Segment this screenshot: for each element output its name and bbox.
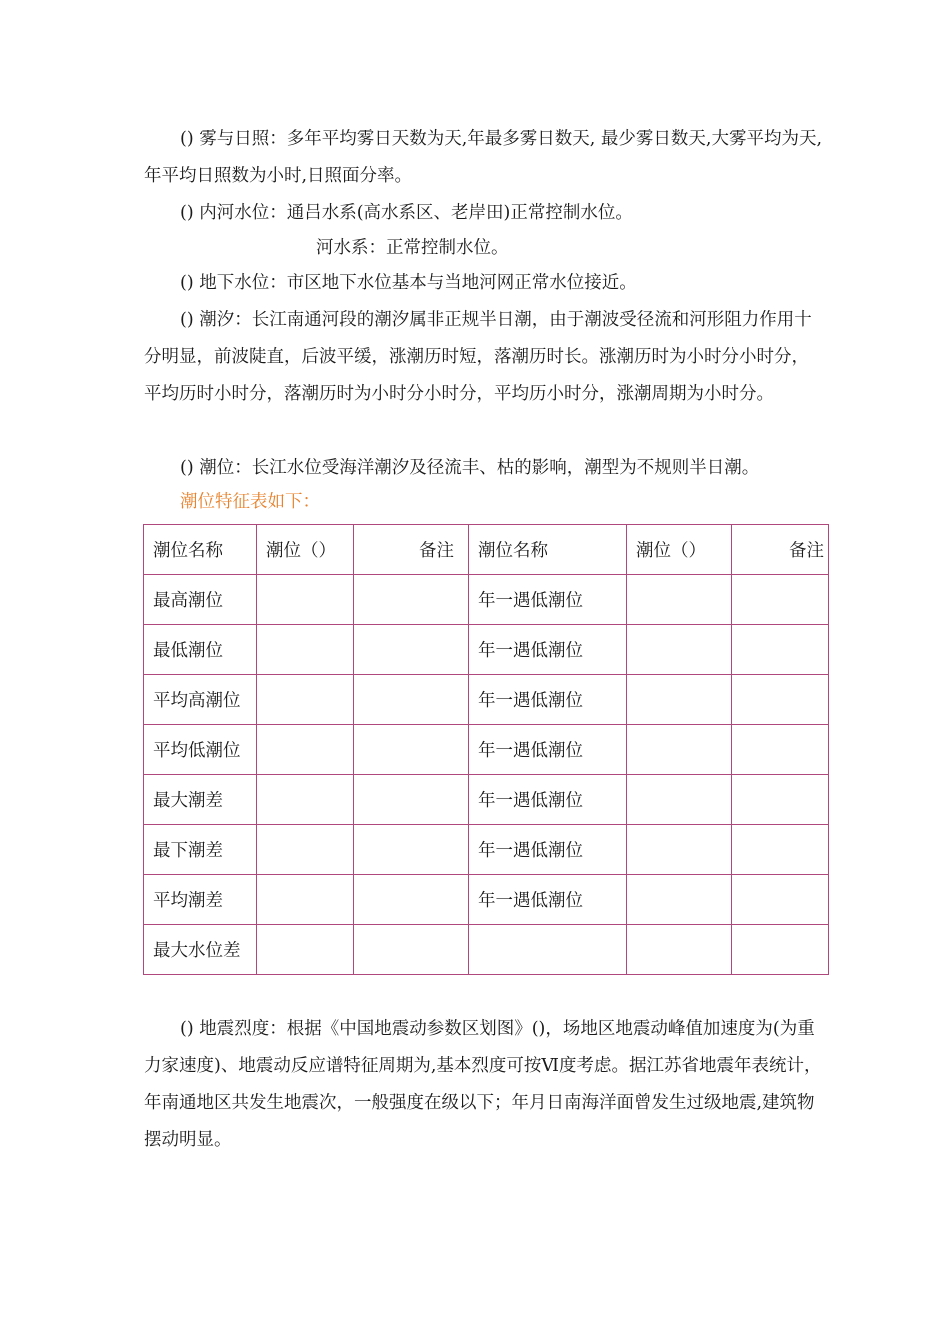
header-cell: 潮位名称: [144, 525, 257, 575]
table-cell: [732, 875, 829, 925]
table-row: [144, 925, 829, 975]
tide-characteristics-table: [143, 524, 829, 975]
table-row: [144, 675, 829, 725]
table-cell: 年一遇低潮位: [469, 875, 627, 925]
table-row: [144, 575, 829, 625]
fog-paragraph: () 雾与日照：多年平均雾日天数为天,年最多雾日数天, 最少雾日数天,大雾平均为天,年平均日照数为小时,日照面分率。: [144, 129, 823, 186]
table-caption: 潮位特征表如下：: [180, 492, 320, 512]
tide-level-paragraph: () 潮位：长江水位受海洋潮汐及径流丰、枯的影响，潮型为不规则半日潮。: [180, 458, 760, 478]
table-row: [144, 625, 829, 675]
table-cell: [354, 575, 469, 625]
table-cell: [257, 775, 354, 825]
table-cell: 最大潮差: [144, 775, 257, 825]
table-cell: [732, 575, 829, 625]
table-cell: [627, 825, 732, 875]
table-header-row: [144, 525, 829, 575]
table-cell: [469, 925, 627, 975]
table-cell: 平均潮差: [144, 875, 257, 925]
groundwater-paragraph: () 地下水位：市区地下水位基本与当地河网正常水位接近。: [180, 273, 637, 293]
table-cell: [354, 875, 469, 925]
table-cell: [627, 725, 732, 775]
table-cell: 年一遇低潮位: [469, 675, 627, 725]
table-cell: 平均低潮位: [144, 725, 257, 775]
table-cell: [257, 925, 354, 975]
table-row: [144, 825, 829, 875]
table-cell: [732, 925, 829, 975]
table-cell: 最下潮差: [144, 825, 257, 875]
table-cell: [627, 875, 732, 925]
table-cell: [732, 775, 829, 825]
river-system-line: 河水系：正常控制水位。: [316, 238, 509, 258]
table-cell: [354, 725, 469, 775]
table-row: [144, 725, 829, 775]
header-cell: 潮位（）: [627, 525, 732, 575]
table-cell: [732, 825, 829, 875]
header-cell: 潮位名称: [469, 525, 627, 575]
header-cell: 备注: [732, 525, 829, 575]
tide-paragraph: () 潮汐：长江南通河段的潮汐属非正规半日潮，由于潮波受径流和河形阻力作用十分明显，前波陡直，后波平缓，涨潮历时短，落潮历时长。涨潮历时为小时分小时分，平均历时小时分，落潮历时为小时分小时分，平均历小时分，涨潮周期为小时分。: [144, 310, 812, 404]
table-cell: [627, 575, 732, 625]
table-cell: 平均高潮位: [144, 675, 257, 725]
table-row: [144, 775, 829, 825]
table-cell: [354, 675, 469, 725]
header-cell: 备注: [354, 525, 469, 575]
header-cell: 潮位（）: [257, 525, 354, 575]
table-cell: [257, 625, 354, 675]
table-cell: [627, 775, 732, 825]
table-cell: [257, 825, 354, 875]
table-cell: 年一遇低潮位: [469, 575, 627, 625]
table-row: [144, 875, 829, 925]
table-cell: [354, 625, 469, 675]
table-cell: [732, 725, 829, 775]
table-cell: 最大水位差: [144, 925, 257, 975]
table-cell: [354, 775, 469, 825]
table-cell: 年一遇低潮位: [469, 825, 627, 875]
table-cell: [257, 875, 354, 925]
table-cell: [257, 575, 354, 625]
table-cell: [354, 925, 469, 975]
table-cell: [627, 625, 732, 675]
table-cell: 最低潮位: [144, 625, 257, 675]
table-cell: 年一遇低潮位: [469, 775, 627, 825]
table-cell: [627, 925, 732, 975]
inland-water-paragraph: () 内河水位：通吕水系(高水系区、老岸田)正常控制水位。: [180, 203, 633, 223]
table-cell: [257, 675, 354, 725]
table-cell: [732, 675, 829, 725]
table-cell: 最高潮位: [144, 575, 257, 625]
table-cell: [732, 625, 829, 675]
table-cell: 年一遇低潮位: [469, 625, 627, 675]
table-cell: [257, 725, 354, 775]
table-cell: 年一遇低潮位: [469, 725, 627, 775]
earthquake-paragraph: () 地震烈度：根据《中国地震动参数区划图》()，场地区地震动峰值加速度为(为重力家速度)、地震动反应谱特征周期为,基本烈度可按Ⅵ度考虑。据江苏省地震年表统计，年南通地区共发生地震次，一般强度在级以下；年月日南海洋面曾发生过级地震,建筑物摆动明显。: [144, 1019, 822, 1150]
table-cell: [627, 675, 732, 725]
table-cell: [354, 825, 469, 875]
